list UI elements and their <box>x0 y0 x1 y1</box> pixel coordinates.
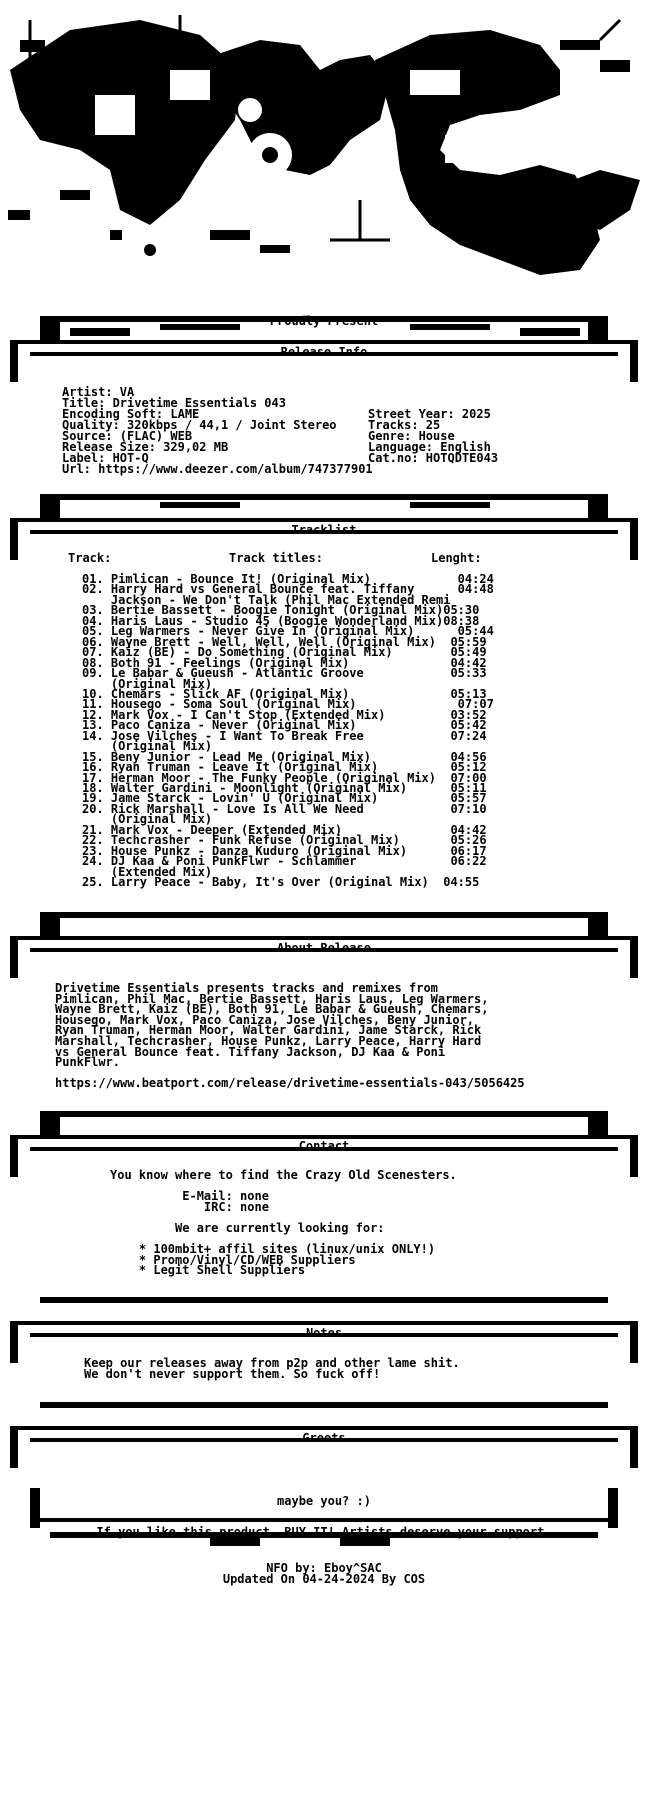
about-line: Ryan Truman, Herman Moor, Walter Gardini, Jame Starck, Rick <box>55 1023 482 1038</box>
footer-nfo-by: NFO by: Eboy^SAC <box>266 1561 382 1576</box>
tracks-line: 10. Chemars - Slick AF (Original Mix) 05:13 <box>82 686 487 701</box>
about-line: Pimlican, Phil Mac, Bertie Bassett, Haris Laus, Leg Warmers, <box>55 991 489 1006</box>
tracks-line: 24. DJ Kaa & Poni PunkFlwr - Schlammer 06:22 <box>82 854 487 869</box>
tracks-line: 16. Ryan Truman - Leave It (Original Mix) 05:12 <box>82 760 487 775</box>
tracks-line: 08. Both 91 - Feelings (Original Mix) 04:42 <box>82 655 487 670</box>
contact-line: E-Mail: none <box>110 1189 269 1204</box>
about-line: Marshall, Techcrasher, House Punkz, Larry Peace, Harry Hard <box>55 1034 482 1048</box>
tracks-line: 06. Wayne Brett - Well, Well, Well (Original Mix) 05:59 <box>82 634 487 649</box>
section-title-greets: Greets <box>302 1431 346 1446</box>
contact-line: * Legit Shell Suppliers <box>110 1263 306 1278</box>
tracks-line: 05. Leg Warmers - Never Give In (Original Mix) 05:44 <box>82 624 494 639</box>
release-size: Release Size: 329,02 MB <box>62 440 229 454</box>
section-title-about: About Release <box>277 941 371 956</box>
section-title-release-info: Release Info <box>280 345 368 360</box>
tracks-line: (Original Mix) <box>82 676 213 691</box>
release-quality: Quality: 320kbps / 44,1 / Joint Stereo <box>62 418 337 432</box>
release-artist: Artist: VA <box>62 385 135 399</box>
release-language: Language: English <box>368 440 491 454</box>
tracklist-col-length: Lenght: <box>431 551 482 565</box>
tracks-line: 20. Rick Marshall - Love Is All We Need 07:10 <box>82 801 487 816</box>
contact-line: * 100mbit+ affil sites (linux/unix ONLY!) <box>110 1242 436 1257</box>
tracks-line: 14. Jose Vilches - I Want To Break Free 07:24 <box>82 728 487 743</box>
release-label: Label: HOT-Q <box>62 451 149 465</box>
tracks-line: 09. Le Babar & Gueush - Atlantic Groove 05:33 <box>82 666 487 681</box>
tracks-line: 25. Larry Peace - Baby, It's Over (Original Mix) 04:55 <box>82 875 480 890</box>
contact-line: * Promo/Vinyl/CD/WEB Suppliers <box>110 1252 356 1267</box>
about-line: https://www.beatport.com/release/drivetime-essentials-043/5056425 <box>55 1076 525 1091</box>
tracks-line: 23. House Punkz - Danza Kuduro (Original Mix) 06:17 <box>82 843 487 858</box>
tracks-line: 19. Jame Starck - Lovin' U (Original Mix) 05:57 <box>82 791 487 806</box>
tracks-line: 15. Beny Junior - Lead Me (Original Mix) 04:56 <box>82 749 487 764</box>
release-title: Title: Drivetime Essentials 043 <box>62 396 286 410</box>
tracks-line: 18. Walter Gardini - Moonlight (Original Mix) 05:11 <box>82 781 487 795</box>
tracks-line: (Extended Mix) <box>82 864 213 879</box>
section-title-tracklist: Tracklist <box>291 523 357 538</box>
group-logo-art <box>0 0 648 300</box>
section-title-contact: Contact <box>298 1139 350 1154</box>
section-title-notes: Notes <box>305 1326 343 1341</box>
tracks-line: (Original Mix) <box>82 812 213 827</box>
about-line: Wayne Brett, Kaiz (BE), Both 91, Le Babar & Gueush, Chemars, <box>55 1002 489 1017</box>
tracks-line: 12. Mark Vox - I Can't Stop (Extended Mix) 03:52 <box>82 707 487 722</box>
tracks-line: Jackson - We Don't Talk (Phil Mac Extended Remi <box>82 592 451 607</box>
tracks-line: 04. Haris Laus - Studio 45 (Boogie Wonderland Mix)08:38 <box>82 613 480 628</box>
notes-line: Keep our releases away from p2p and other lame shit. <box>84 1356 460 1370</box>
release-url: Url: https://www.deezer.com/album/747377901 <box>62 462 373 476</box>
tracks-line: 02. Harry Hard vs General Bounce feat. Tiffany 04:48 <box>82 582 494 597</box>
tracks-line: (Original Mix) <box>82 739 213 754</box>
footer-updated: Updated On 04-24-2024 By COS <box>222 1572 426 1587</box>
release-encoding: Encoding Soft: LAME <box>62 407 200 421</box>
contact-line: We are currently looking for: <box>110 1221 385 1235</box>
tracks-line: 11. Housego - Soma Soul (Original Mix) 07:07 <box>82 697 494 712</box>
tracks-line: 07. Kaiz (BE) - Do Something (Original Mix) 05:49 <box>82 645 487 660</box>
about-line: vs General Bounce feat. Tiffany Jackson, DJ Kaa & Poni <box>55 1044 446 1059</box>
tracks-line: 22. Techcrasher - Funk Refuse (Original Mix) 05:26 <box>82 833 487 848</box>
tracklist-col-titles: Track titles: <box>229 551 323 565</box>
about-line: PunkFlwr. <box>55 1055 121 1070</box>
contact-line: IRC: none <box>110 1199 269 1214</box>
tracks-line: 17. Herman Moor - The Funky People (Original Mix) 07:00 <box>82 770 487 785</box>
release-street-year: Street Year: 2025 <box>368 407 491 421</box>
contact-line: You know where to find the Crazy Old Scenesters. <box>110 1168 457 1182</box>
release-source: Source: (FLAC) WEB <box>62 429 193 443</box>
tracks-line: 01. Pimlican - Bounce It! (Original Mix) 04:24 <box>82 572 494 586</box>
release-genre: Genre: House <box>368 429 455 443</box>
tracklist-col-track: Track: <box>68 551 112 565</box>
about-line: Drivetime Essentials presents tracks and remixes from <box>55 981 438 995</box>
tracks-line: 03. Bertie Bassett - Boogie Tonight (Original Mix)05:30 <box>82 603 480 618</box>
release-tracks: Tracks: 25 <box>368 418 441 432</box>
tracks-line: 21. Mark Vox - Deeper (Extended Mix) 04:42 <box>82 822 487 837</box>
notes-line: We don't never support them. So fuck off! <box>84 1366 381 1381</box>
release-catno: Cat.no: HOTQDTE043 <box>368 451 499 465</box>
greets-maybe: maybe you? :) <box>277 1494 371 1509</box>
greets-buy: If you like this product, BUY IT! Artists deserve your support. <box>96 1525 552 1540</box>
tracks-line: 13. Paco Caniza - Never (Original Mix) 05:42 <box>82 718 487 733</box>
about-line: Housego, Mark Vox, Paco Caniza, Jose Vilches, Beny Junior, <box>55 1012 475 1027</box>
